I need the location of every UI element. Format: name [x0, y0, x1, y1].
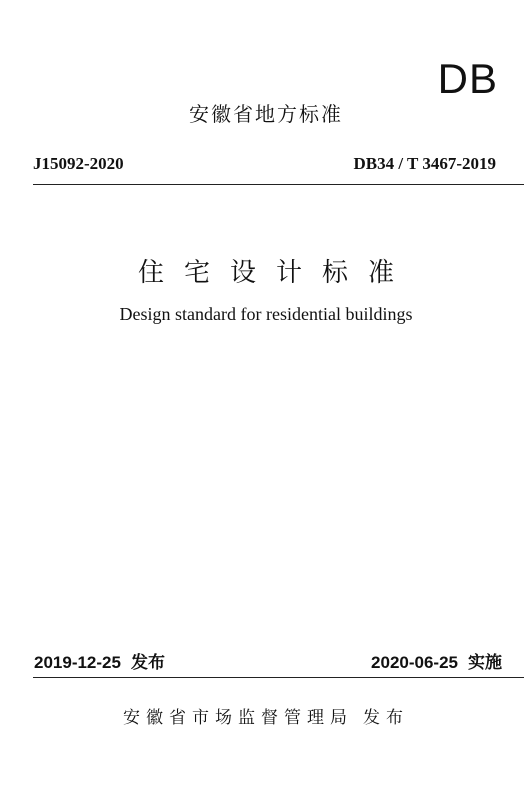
record-number: J15092-2020 — [33, 154, 124, 173]
implement-label: 实施 — [468, 653, 502, 672]
standard-number: DB34 / T 3467-2019 — [353, 154, 496, 173]
bottom-divider — [33, 677, 524, 678]
issuing-authority: 安徽省市场监督管理局 — [123, 708, 353, 728]
top-divider — [33, 184, 524, 185]
title-chinese: 住宅设计标准 — [137, 258, 414, 288]
implement-date: 2020-06-25 — [371, 653, 458, 672]
implement-date-line — [371, 648, 502, 673]
standard-mark: DB — [437, 55, 498, 102]
issuing-action: 发布 — [363, 708, 409, 728]
standard-category: 安徽省地方标准 — [189, 102, 343, 126]
issuing-authority-line — [0, 703, 532, 728]
publish-date: 2019-12-25 — [34, 653, 121, 672]
publish-label: 发布 — [130, 653, 165, 672]
title-english: Design standard for residential buildings — [119, 304, 413, 324]
publish-date-line — [34, 648, 165, 673]
